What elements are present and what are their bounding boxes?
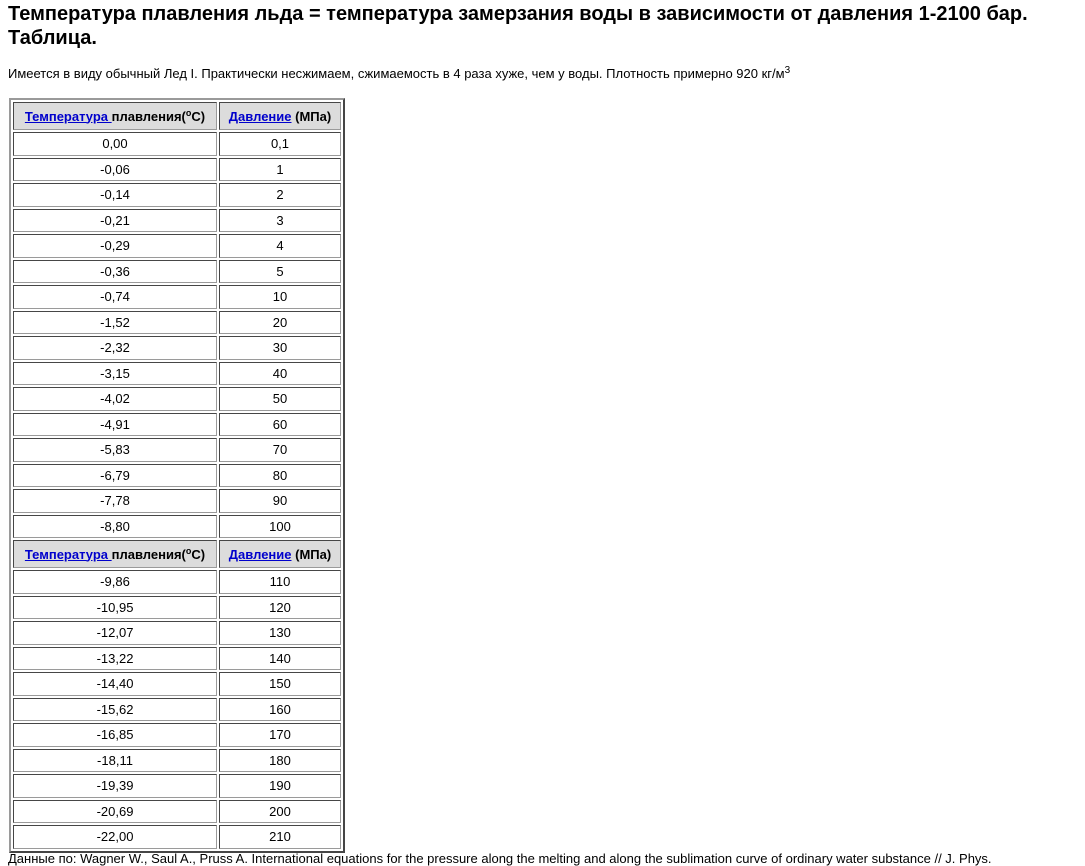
table-row — [13, 413, 341, 437]
temperature-cell: -15,62 — [13, 698, 217, 722]
table-row — [13, 132, 341, 156]
table-row — [13, 362, 341, 386]
temperature-cell: -0,29 — [13, 234, 217, 258]
page-title: Температура плавления льда = температура замерзания воды в зависимости от давления 1-2100 бар. Таблица. — [8, 3, 1028, 49]
source-note: Данные по: Wagner W., Saul A., Pruss A. International equations for the pressure along the melting and along the sublimation curve of ordinary water substance // J. Phys. — [8, 851, 992, 866]
temperature-cell: -2,32 — [13, 336, 217, 360]
table-container — [9, 98, 345, 853]
table-row — [13, 698, 341, 722]
pressure-cell: 5 — [219, 260, 341, 284]
header-temperature-text: плавления( — [111, 108, 186, 124]
temperature-cell: -4,91 — [13, 413, 217, 437]
pressure-cell: 40 — [219, 362, 341, 386]
header-pressure — [219, 102, 341, 130]
temperature-cell: -14,40 — [13, 672, 217, 696]
intro-superscript: 3 — [784, 65, 791, 76]
temperature-cell: -9,86 — [13, 570, 217, 594]
temperature-cell: -7,78 — [13, 489, 217, 513]
pressure-cell: 60 — [219, 413, 341, 437]
pressure-cell: 120 — [219, 596, 341, 620]
temperature-cell: -22,00 — [13, 825, 217, 849]
header-pressure-unit: (МПа) — [291, 108, 332, 124]
table-row — [13, 647, 341, 671]
table-row — [13, 621, 341, 645]
table-row — [13, 285, 341, 309]
pressure-cell: 110 — [219, 570, 341, 594]
pressure-cell: 50 — [219, 387, 341, 411]
pressure-cell: 100 — [219, 515, 341, 539]
table-header-row — [13, 540, 341, 568]
pressure-cell: 170 — [219, 723, 341, 747]
pressure-cell: 210 — [219, 825, 341, 849]
temperature-cell: -0,14 — [13, 183, 217, 207]
pressure-cell: 140 — [219, 647, 341, 671]
temperature-cell: -19,39 — [13, 774, 217, 798]
pressure-cell: 180 — [219, 749, 341, 773]
pressure-cell: 200 — [219, 800, 341, 824]
temperature-cell: -0,06 — [13, 158, 217, 182]
pressure-link[interactable]: Давление — [228, 546, 292, 562]
header-temperature-text: плавления( — [111, 546, 186, 562]
pressure-cell: 2 — [219, 183, 341, 207]
temperature-cell: 0,00 — [13, 132, 217, 156]
table-row — [13, 596, 341, 620]
temperature-cell: -18,11 — [13, 749, 217, 773]
pressure-cell: 30 — [219, 336, 341, 360]
table-row — [13, 209, 341, 233]
table-header-row — [13, 102, 341, 130]
temperature-cell: -6,79 — [13, 464, 217, 488]
intro-paragraph — [8, 66, 790, 82]
temperature-cell: -0,21 — [13, 209, 217, 233]
temperature-cell: -0,74 — [13, 285, 217, 309]
temperature-cell: -13,22 — [13, 647, 217, 671]
table-row — [13, 158, 341, 182]
pressure-cell: 3 — [219, 209, 341, 233]
header-pressure — [219, 540, 341, 568]
pressure-cell: 80 — [219, 464, 341, 488]
pressure-cell: 4 — [219, 234, 341, 258]
melting-temperature-table — [9, 98, 345, 853]
temperature-cell: -20,69 — [13, 800, 217, 824]
table-row — [13, 234, 341, 258]
temperature-cell: -12,07 — [13, 621, 217, 645]
table-row — [13, 183, 341, 207]
temperature-cell: -0,36 — [13, 260, 217, 284]
table-row — [13, 800, 341, 824]
header-degree-sup: o — [185, 545, 192, 556]
header-degree-sup: o — [185, 107, 192, 118]
table-row — [13, 774, 341, 798]
temperature-link[interactable]: Температура — [24, 546, 112, 562]
table-row — [13, 438, 341, 462]
temperature-cell: -4,02 — [13, 387, 217, 411]
pressure-cell: 130 — [219, 621, 341, 645]
table-row — [13, 825, 341, 849]
table-row — [13, 749, 341, 773]
pressure-cell: 70 — [219, 438, 341, 462]
temperature-cell: -10,95 — [13, 596, 217, 620]
header-temperature — [13, 540, 217, 568]
temperature-cell: -16,85 — [13, 723, 217, 747]
header-temperature-unit: C) — [191, 108, 206, 124]
header-pressure-unit: (МПа) — [291, 546, 332, 562]
pressure-cell: 160 — [219, 698, 341, 722]
table-row — [13, 464, 341, 488]
table-row — [13, 260, 341, 284]
table-row — [13, 336, 341, 360]
pressure-cell: 1 — [219, 158, 341, 182]
pressure-cell: 0,1 — [219, 132, 341, 156]
pressure-cell: 90 — [219, 489, 341, 513]
temperature-link[interactable]: Температура — [24, 108, 112, 124]
pressure-cell: 190 — [219, 774, 341, 798]
temperature-cell: -3,15 — [13, 362, 217, 386]
table-body — [13, 102, 341, 849]
table-row — [13, 387, 341, 411]
table-row — [13, 515, 341, 539]
intro-text: Имеется в виду обычный Лед I. Практически несжимаем, сжимаемость в 4 раза хуже, чем у воды. Плотность примерно 920 кг/м — [8, 66, 785, 81]
temperature-cell: -1,52 — [13, 311, 217, 335]
temperature-cell: -8,80 — [13, 515, 217, 539]
header-temperature — [13, 102, 217, 130]
header-temperature-unit: C) — [191, 546, 206, 562]
pressure-cell: 150 — [219, 672, 341, 696]
temperature-cell: -5,83 — [13, 438, 217, 462]
pressure-cell: 20 — [219, 311, 341, 335]
table-row — [13, 570, 341, 594]
pressure-link[interactable]: Давление — [228, 108, 292, 124]
table-row — [13, 723, 341, 747]
table-row — [13, 311, 341, 335]
table-row — [13, 489, 341, 513]
table-row — [13, 672, 341, 696]
pressure-cell: 10 — [219, 285, 341, 309]
